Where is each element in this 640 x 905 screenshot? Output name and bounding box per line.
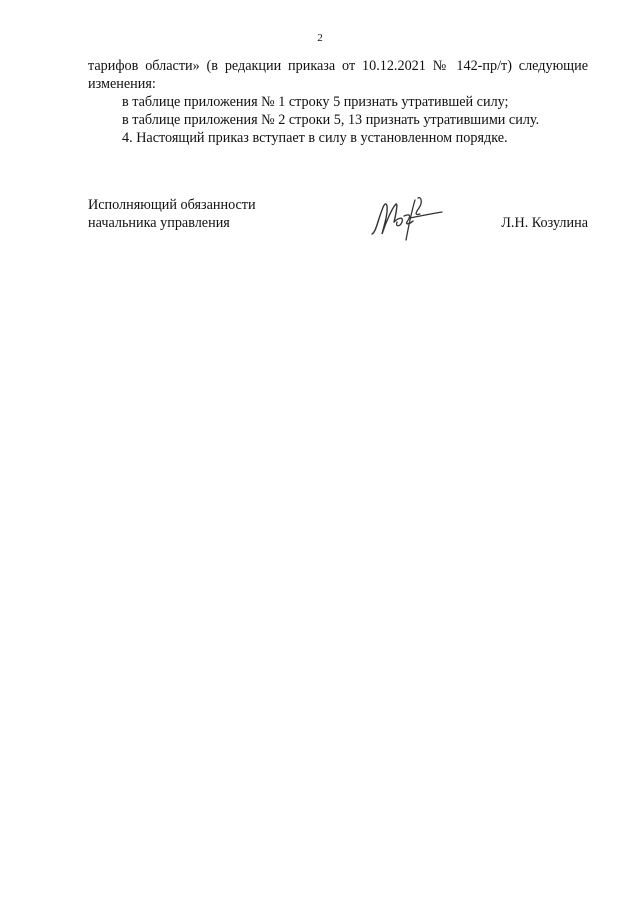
document-body [88,57,588,147]
page-number: 2 [317,32,323,44]
signatory-title [88,196,256,232]
signer-name: Л.Н. Козулина [501,215,588,231]
body-line-2: изменения: [88,76,156,92]
body-line-1: тарифов области» (в редакции приказа от 10.12.2021 № 142-пр/т) следующие [88,58,588,74]
signatory-title-line-2: начальника управления [88,215,230,231]
amendment-item-1: в таблице приложения № 1 строку 5 признать утратившей силу; [122,94,509,110]
amendment-item-2: в таблице приложения № 2 строки 5, 13 признать утратившими силу. [122,112,540,128]
handwritten-signature-icon [366,192,446,248]
clause-4: 4. Настоящий приказ вступает в силу в установленном порядке. [122,130,508,146]
signatory-title-line-1: Исполняющий обязанности [88,197,256,213]
